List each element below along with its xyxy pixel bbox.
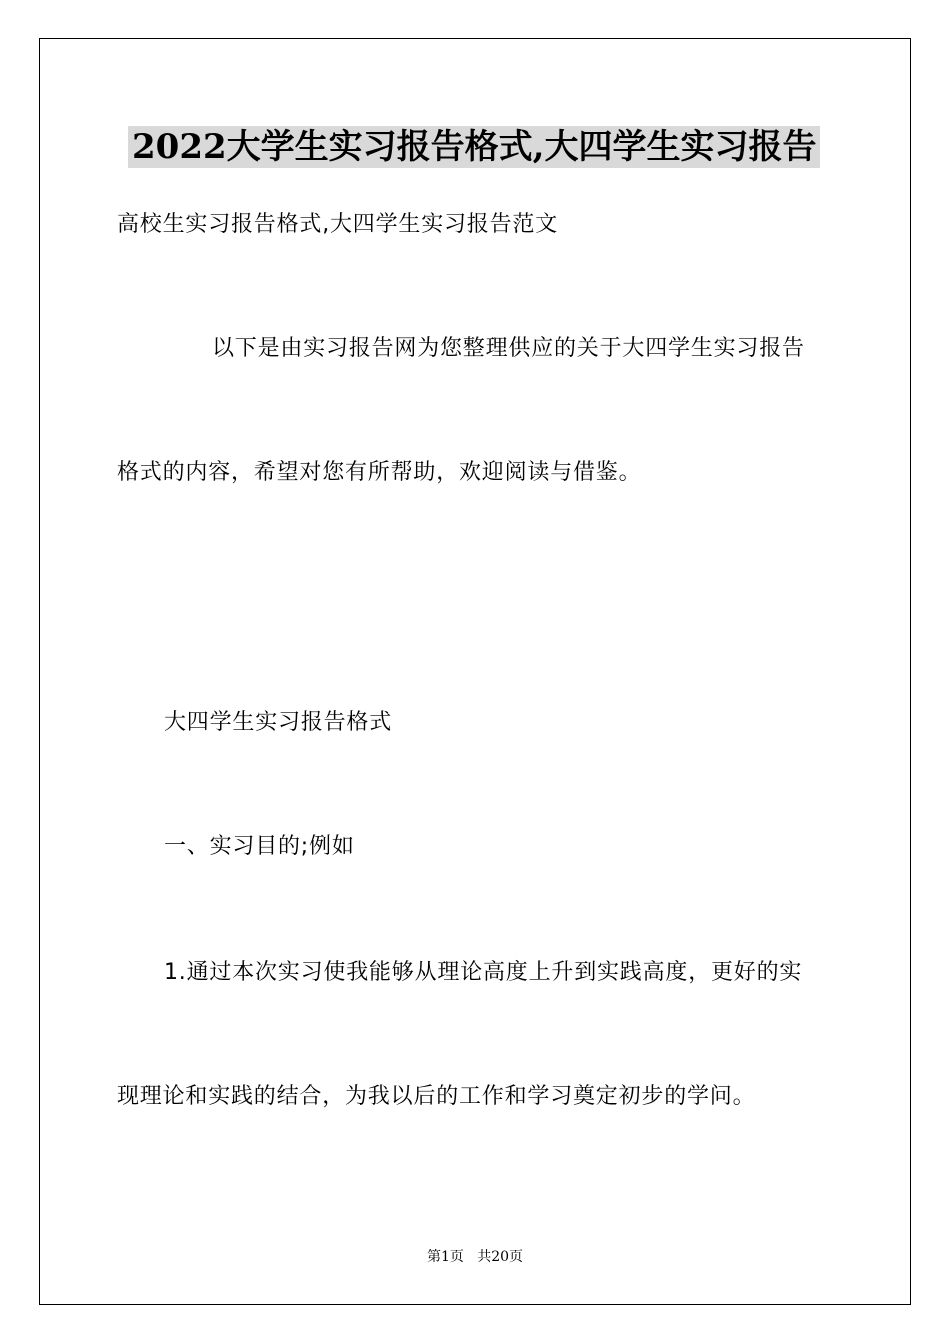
- body-paragraph-line-1: 1.通过本次实习使我能够从理论高度上升到实践高度，更好的实: [164, 960, 803, 985]
- page-footer: 第1页 共20页: [426, 1249, 524, 1265]
- body-paragraph-line-2: 现理论和实践的结合，为我以后的工作和学习奠定初步的学问。: [117, 1084, 756, 1109]
- section-heading: 大四学生实习报告格式: [164, 710, 393, 735]
- intro-paragraph-line-2: 格式的内容，希望对您有所帮助，欢迎阅读与借鉴。: [117, 460, 642, 485]
- document-title: 2022大学生实习报告格式,大四学生实习报告: [128, 126, 820, 168]
- subsection-heading: 一、实习目的;例如: [164, 834, 355, 859]
- intro-paragraph-line-1: 以下是由实习报告网为您整理供应的关于大四学生实习报告: [212, 336, 805, 361]
- subtitle-paragraph: 高校生实习报告格式,大四学生实习报告范文: [117, 212, 558, 237]
